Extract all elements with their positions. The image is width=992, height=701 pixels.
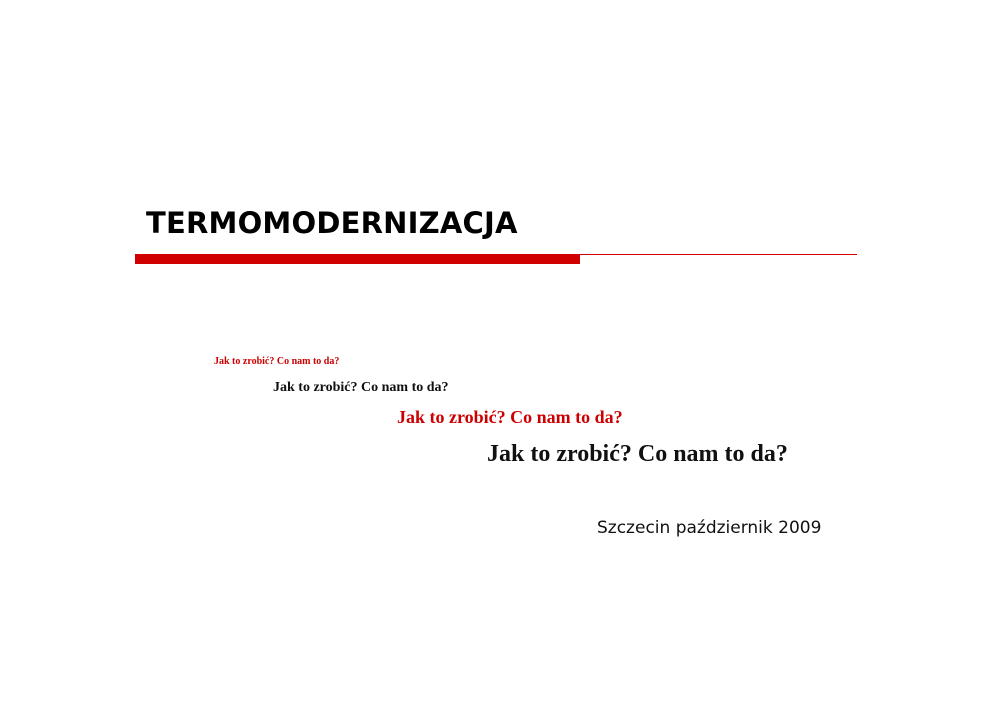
subtitle-line-3: Jak to zrobić? Co nam to da? bbox=[397, 407, 623, 427]
title-underline-thick bbox=[135, 254, 580, 264]
title-underline-thin bbox=[580, 254, 857, 255]
subtitle-line-1: Jak to zrobić? Co nam to da? bbox=[214, 356, 340, 367]
place-date: Szczecin październik 2009 bbox=[597, 518, 822, 538]
subtitle-line-2: Jak to zrobić? Co nam to da? bbox=[273, 380, 449, 395]
slide-title: TERMOMODERNIZACJA bbox=[146, 206, 518, 240]
subtitle-line-4: Jak to zrobić? Co nam to da? bbox=[487, 441, 788, 467]
